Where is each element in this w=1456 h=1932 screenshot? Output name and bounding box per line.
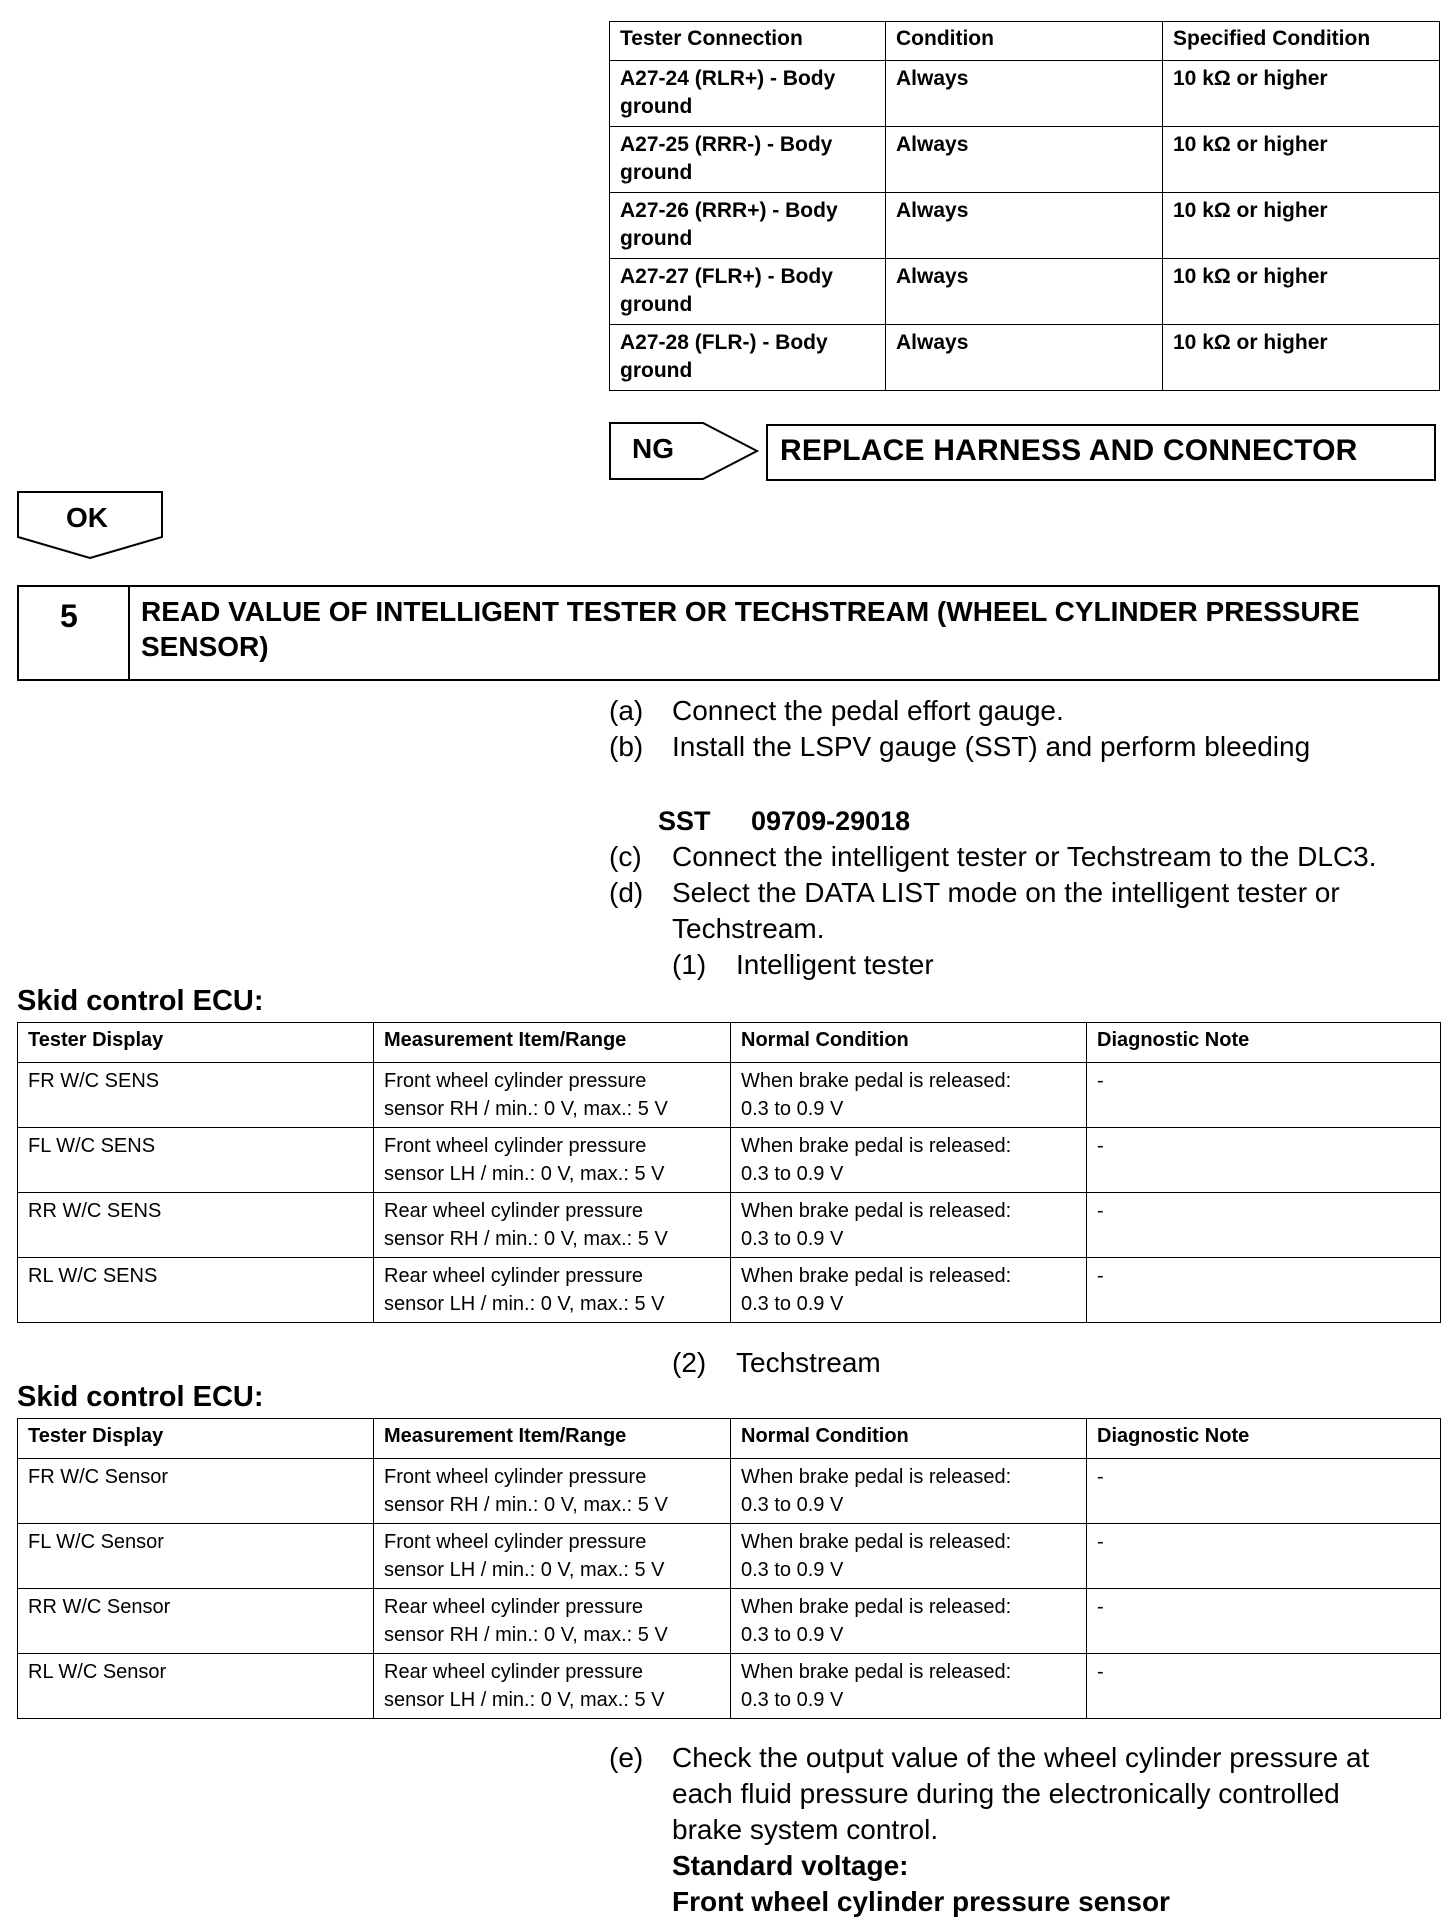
- step-d-line1: Select the DATA LIST mode on the intelligent tester or: [672, 877, 1340, 908]
- table-row: [18, 1193, 1441, 1258]
- table-cell: When brake pedal is released: 0.3 to 0.9 V: [731, 1063, 1087, 1128]
- table-cell: When brake pedal is released: 0.3 to 0.9 V: [731, 1459, 1087, 1524]
- step-e-line3: brake system control.: [672, 1814, 939, 1845]
- table-cell: A27-28 (FLR-) - Body ground: [610, 325, 886, 391]
- table-cell: Always: [886, 259, 1163, 325]
- step-number: 5: [60, 598, 78, 634]
- resistance-table: [609, 21, 1440, 391]
- step-d-marker: (d): [609, 877, 644, 908]
- table-cell: When brake pedal is released: 0.3 to 0.9 V: [731, 1128, 1087, 1193]
- table-row: [18, 1524, 1441, 1589]
- step-e-marker: (e): [609, 1742, 644, 1773]
- intelligent-tester-table: [17, 1022, 1441, 1323]
- header-tester-connection: Tester Connection: [610, 22, 886, 61]
- table-cell: A27-24 (RLR+) - Body ground: [610, 61, 886, 127]
- table-cell: -: [1087, 1193, 1441, 1258]
- table-cell: When brake pedal is released: 0.3 to 0.9 V: [731, 1654, 1087, 1719]
- table-cell: Rear wheel cylinder pressure sensor RH / min.: 0 V, max.: 5 V: [374, 1589, 731, 1654]
- table-cell: -: [1087, 1589, 1441, 1654]
- table-cell: 10 kΩ or higher: [1163, 259, 1440, 325]
- table-cell: -: [1087, 1654, 1441, 1719]
- table-cell: -: [1087, 1128, 1441, 1193]
- step-d2-marker: (2): [672, 1347, 707, 1378]
- table-cell: A27-25 (RRR-) - Body ground: [610, 127, 886, 193]
- step-d1-marker: (1): [672, 949, 707, 980]
- table-cell: FL W/C Sensor: [18, 1524, 374, 1589]
- table-cell: Always: [886, 325, 1163, 391]
- step-title: READ VALUE OF INTELLIGENT TESTER OR TECHSTREAM (WHEEL CYLINDER PRESSURE SENSOR): [141, 596, 1360, 662]
- header-normal-condition: Normal Condition: [731, 1023, 1087, 1063]
- table-row: [18, 1258, 1441, 1323]
- table-row: [610, 259, 1440, 325]
- resistance-table-body: [610, 61, 1440, 391]
- header-diagnostic-note: Diagnostic Note: [1087, 1419, 1441, 1459]
- step-e-line1: Check the output value of the wheel cylinder pressure at: [672, 1742, 1370, 1773]
- header-normal-condition: Normal Condition: [731, 1419, 1087, 1459]
- table-cell: Always: [886, 127, 1163, 193]
- step-e-line2: each fluid pressure during the electronically controlled: [672, 1778, 1340, 1809]
- ecu-title-intelligent-tester: Skid control ECU:: [17, 985, 264, 1017]
- header-tester-display: Tester Display: [18, 1023, 374, 1063]
- table-row: [18, 1654, 1441, 1719]
- sst-label: SST: [658, 806, 711, 836]
- sst-number: 09709-29018: [751, 806, 911, 836]
- table-cell: Rear wheel cylinder pressure sensor RH / min.: 0 V, max.: 5 V: [374, 1193, 731, 1258]
- table-cell: 10 kΩ or higher: [1163, 325, 1440, 391]
- table-cell: When brake pedal is released: 0.3 to 0.9 V: [731, 1589, 1087, 1654]
- table-cell: -: [1087, 1524, 1441, 1589]
- step-d2-text: Techstream: [736, 1347, 881, 1378]
- step-d1-text: Intelligent tester: [736, 949, 934, 980]
- table-cell: Front wheel cylinder pressure sensor RH / min.: 0 V, max.: 5 V: [374, 1063, 731, 1128]
- header-measurement-item: Measurement Item/Range: [374, 1419, 731, 1459]
- table-row: [18, 1128, 1441, 1193]
- step-b-marker: (b): [609, 731, 644, 762]
- ng-action-text: REPLACE HARNESS AND CONNECTOR: [780, 434, 1358, 467]
- header-measurement-item: Measurement Item/Range: [374, 1023, 731, 1063]
- table-row: [18, 1063, 1441, 1128]
- table-header-row: [610, 22, 1440, 61]
- table-cell: -: [1087, 1459, 1441, 1524]
- table-row: [610, 127, 1440, 193]
- table-cell: When brake pedal is released: 0.3 to 0.9 V: [731, 1524, 1087, 1589]
- header-condition: Condition: [886, 22, 1163, 61]
- table-cell: 10 kΩ or higher: [1163, 193, 1440, 259]
- header-diagnostic-note: Diagnostic Note: [1087, 1023, 1441, 1063]
- table-header-row: [18, 1023, 1441, 1063]
- table-row: [18, 1589, 1441, 1654]
- ok-label: OK: [66, 502, 108, 533]
- table-cell: 10 kΩ or higher: [1163, 127, 1440, 193]
- techstream-table-body: [18, 1459, 1441, 1719]
- table-header-row: [18, 1419, 1441, 1459]
- table-cell: A27-26 (RRR+) - Body ground: [610, 193, 886, 259]
- table-row: [610, 193, 1440, 259]
- table-cell: When brake pedal is released: 0.3 to 0.9 V: [731, 1258, 1087, 1323]
- intelligent-tester-table-body: [18, 1063, 1441, 1323]
- table-cell: FR W/C SENS: [18, 1063, 374, 1128]
- header-tester-display: Tester Display: [18, 1419, 374, 1459]
- step-a-marker: (a): [609, 695, 644, 726]
- table-cell: RR W/C SENS: [18, 1193, 374, 1258]
- step-d-line2: Techstream.: [672, 913, 825, 944]
- ecu-title-techstream: Skid control ECU:: [17, 1381, 264, 1413]
- table-cell: Rear wheel cylinder pressure sensor LH / min.: 0 V, max.: 5 V: [374, 1654, 731, 1719]
- step-c-marker: (c): [609, 841, 642, 872]
- table-cell: RR W/C Sensor: [18, 1589, 374, 1654]
- table-cell: Front wheel cylinder pressure sensor LH / min.: 0 V, max.: 5 V: [374, 1128, 731, 1193]
- table-cell: When brake pedal is released: 0.3 to 0.9 V: [731, 1193, 1087, 1258]
- table-row: [610, 325, 1440, 391]
- table-cell: Front wheel cylinder pressure sensor RH / min.: 0 V, max.: 5 V: [374, 1459, 731, 1524]
- step-a-text: Connect the pedal effort gauge.: [672, 695, 1064, 726]
- table-cell: Rear wheel cylinder pressure sensor LH / min.: 0 V, max.: 5 V: [374, 1258, 731, 1323]
- table-cell: Always: [886, 61, 1163, 127]
- table-cell: FL W/C SENS: [18, 1128, 374, 1193]
- standard-voltage-label: Standard voltage:: [672, 1850, 909, 1881]
- table-cell: Always: [886, 193, 1163, 259]
- step-b-text: Install the LSPV gauge (SST) and perform bleeding: [672, 731, 1311, 762]
- table-cell: RL W/C Sensor: [18, 1654, 374, 1719]
- ng-label: NG: [632, 433, 674, 464]
- header-specified-condition: Specified Condition: [1163, 22, 1440, 61]
- table-cell: Front wheel cylinder pressure sensor LH / min.: 0 V, max.: 5 V: [374, 1524, 731, 1589]
- table-row: [18, 1459, 1441, 1524]
- table-cell: RL W/C SENS: [18, 1258, 374, 1323]
- step-c-text: Connect the intelligent tester or Techstream to the DLC3.: [672, 841, 1377, 872]
- table-cell: 10 kΩ or higher: [1163, 61, 1440, 127]
- table-row: [610, 61, 1440, 127]
- table-cell: -: [1087, 1258, 1441, 1323]
- techstream-table: [17, 1418, 1441, 1719]
- step-divider: [128, 585, 130, 681]
- front-sensor-heading: Front wheel cylinder pressure sensor: [672, 1886, 1170, 1917]
- table-cell: A27-27 (FLR+) - Body ground: [610, 259, 886, 325]
- table-cell: FR W/C Sensor: [18, 1459, 374, 1524]
- table-cell: -: [1087, 1063, 1441, 1128]
